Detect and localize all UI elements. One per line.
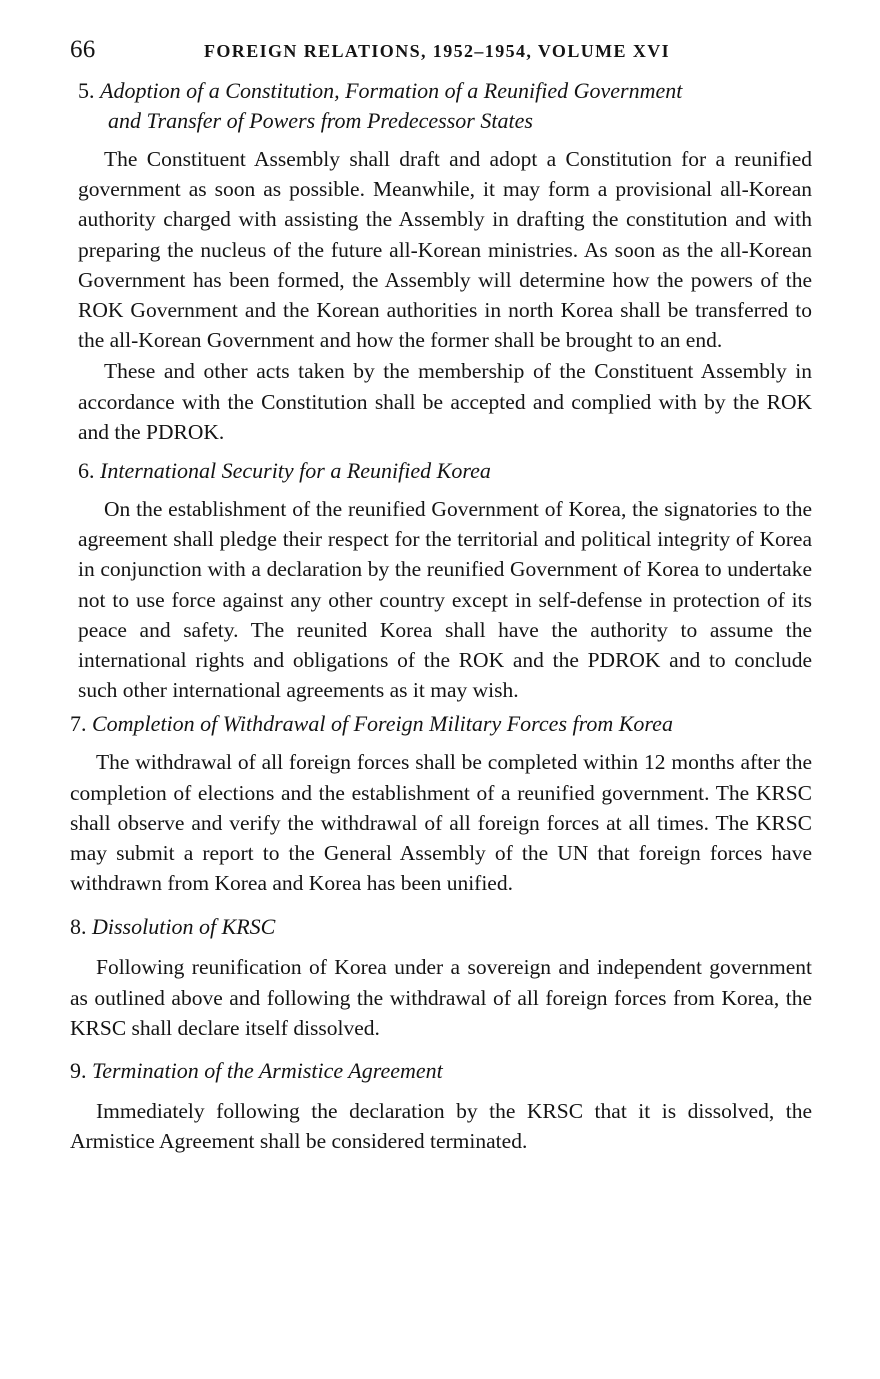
running-title: FOREIGN RELATIONS, 1952–1954, VOLUME XVI xyxy=(204,41,671,61)
section-title: Dissolution of KRSC xyxy=(92,914,276,940)
section-5 xyxy=(70,76,812,447)
document-page xyxy=(70,36,812,1156)
section-title: International Security for a Reunified Korea xyxy=(100,458,491,484)
section-8 xyxy=(70,912,812,1043)
section-6 xyxy=(70,456,812,705)
section-heading xyxy=(70,456,812,486)
section-title: Completion of Withdrawal of Foreign Military Forces from Korea xyxy=(92,711,673,737)
section-title: Termination of the Armistice Agreement xyxy=(92,1058,443,1084)
section-number: 9. xyxy=(70,1058,87,1084)
section-9 xyxy=(70,1056,812,1156)
section-number: 7. xyxy=(70,711,87,737)
section-7 xyxy=(70,709,812,898)
running-header xyxy=(70,36,812,76)
section-heading xyxy=(70,76,812,136)
paragraph: The Constituent Assembly shall draft and adopt a Constitution for a reunified government as soon as possible. Meanwhile, it may form a provisional all-Korean authority charged with assisting the Assembly in drafting the constitution and with preparing the nucleus of the future all-Korean ministries. As soon as the all-Korean Government has been formed, the Assembly will determine how the powers of the ROK Government and the Korean authorities in north Korea shall be transferred to the all-Korean Government and how the former shall be brought to an end. xyxy=(78,147,812,353)
paragraph: The withdrawal of all foreign forces shall be completed within 12 months after the completion of elections and the establishment of a reunified government. The KRSC shall observe and verify the withdrawal of all foreign forces at all times. The KRSC may submit a report to the General Assembly of the UN that foreign forces have withdrawn from Korea and Korea has been unified. xyxy=(70,750,812,896)
section-number: 5. xyxy=(78,78,95,103)
section-heading xyxy=(70,709,812,739)
paragraph: Immediately following the declaration by the KRSC that it is dissolved, the Armistice Agreement shall be considered terminated. xyxy=(70,1099,812,1154)
paragraph: On the establishment of the reunified Government of Korea, the signatories to the agreement shall pledge their respect for the territorial and political integrity of Korea in conjunction with a declaration by the reunified Government of Korea to undertake not to use force against any other country except in self-defense in protection of its peace and safety. The reunited Korea shall have the authority to assume the international rights and obligations of the ROK and the PDROK and to conclude such other international agreements as it may wish. xyxy=(78,497,812,703)
section-heading xyxy=(70,912,812,942)
section-title: Adoption of a Constitution, Formation of a Reunified Government xyxy=(100,78,683,103)
paragraph: Following reunification of Korea under a sovereign and independent government as outlined above and following the withdrawal of all foreign forces from Korea, the KRSC shall declare itself dissolved. xyxy=(70,955,812,1040)
section-number: 6. xyxy=(78,458,95,484)
section-title-continued: and Transfer of Powers from Predecessor States xyxy=(108,108,533,133)
paragraph: These and other acts taken by the membership of the Constituent Assembly in accordance with the Constitution shall be accepted and complied with by the ROK and the PDROK. xyxy=(78,359,812,444)
section-heading xyxy=(70,1056,812,1086)
section-number: 8. xyxy=(70,914,87,940)
page-number: 66 xyxy=(70,36,96,63)
